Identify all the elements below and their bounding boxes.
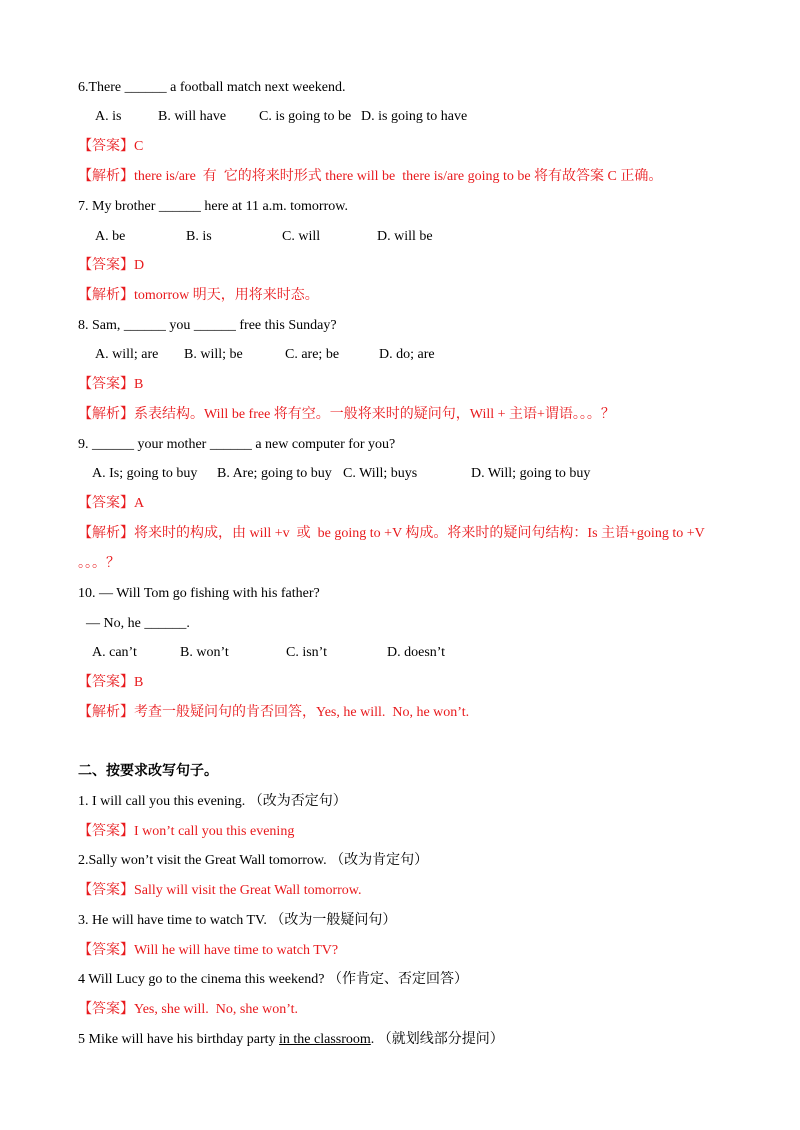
option-c: C. isn’t [286, 645, 327, 660]
option-a: A. is [95, 109, 122, 124]
rewrite-item-2: 2.Sally won’t visit the Great Wall tomorrow. （改为肯定句） [78, 853, 429, 868]
question-9-analysis-cont: 。。。？ [78, 556, 120, 571]
question-6-analysis: 【解析】there is/are 有 它的将来时形式 there will be there is/are going to be 将有故答案 C 正确。 [78, 169, 663, 184]
option-c: C. will [282, 229, 321, 244]
option-c: C. is going to be [259, 109, 352, 124]
question-7-stem: 7. My brother ______ here at 11 a.m. tomorrow. [78, 199, 348, 214]
option-b: B. is [186, 229, 212, 244]
option-d: D. do; are [379, 347, 435, 362]
option-b: B. will have [158, 109, 227, 124]
option-a: A. be [95, 229, 126, 244]
question-7-answer: 【答案】D [78, 258, 145, 273]
question-8-options [95, 345, 435, 365]
option-d: D. Will; going to buy [471, 466, 591, 481]
question-10-answer: 【答案】B [78, 675, 144, 690]
option-d: D. is going to have [361, 109, 468, 124]
question-8-stem: 8. Sam, ______ you ______ free this Sunday? [78, 318, 337, 333]
question-7-analysis: 【解析】tomorrow 明天，用将来时态。 [78, 288, 319, 303]
rewrite-item-3: 3. He will have time to watch TV. （改为一般疑问句） [78, 913, 397, 928]
option-c: C. are; be [285, 347, 340, 362]
question-10-stem-reply: — No, he ______. [86, 616, 190, 631]
question-6-options [95, 107, 468, 127]
question-9-stem: 9. ______ your mother ______ a new computer for you? [78, 437, 396, 452]
rewrite-item-5 [78, 1030, 504, 1050]
option-b: B. won’t [180, 645, 229, 660]
question-10-options [92, 643, 446, 663]
option-a: A. Is; going to buy [92, 466, 198, 481]
option-b: B. Are; going to buy [217, 466, 332, 481]
question-9-options [92, 464, 591, 484]
question-9-analysis: 【解析】将来时的构成，由 will +v 或 be going to +V 构成。将来时的疑问句结构：Is 主语+going to +V [78, 526, 705, 541]
question-10-analysis: 【解析】考查一般疑问句的肯否回答，Yes, he will. No, he won’t. [78, 705, 470, 720]
question-9-answer: 【答案】A [78, 496, 145, 511]
question-6-answer: 【答案】C [78, 139, 144, 154]
option-a: A. can’t [92, 645, 137, 660]
option-d: D. will be [377, 229, 433, 244]
option-c: C. Will; buys [343, 466, 418, 481]
rewrite-item-5-suffix: . （就划线部分提问） [370, 1032, 504, 1047]
section-2-title: 二、按要求改写句子。 [78, 764, 218, 779]
question-8-analysis: 【解析】系表结构。Will be free 将有空。一般将来时的疑问句，Will + 主语+谓语。。。？ [78, 407, 615, 422]
question-8-answer: 【答案】B [78, 377, 144, 392]
rewrite-answer-4: 【答案】Yes, she will. No, she won’t. [78, 1002, 298, 1017]
rewrite-answer-2: 【答案】Sally will visit the Great Wall tomorrow. [78, 883, 362, 898]
rewrite-answer-3: 【答案】Will he will have time to watch TV? [78, 943, 339, 958]
question-6-stem: 6.There ______ a football match next weekend. [78, 80, 346, 95]
underlined-phrase: in the classroom [279, 1032, 371, 1047]
question-10-stem: 10. — Will Tom go fishing with his father? [78, 586, 320, 601]
rewrite-item-1: 1. I will call you this evening. （改为否定句） [78, 794, 347, 809]
rewrite-item-5-prefix: 5 Mike will have his birthday party [78, 1032, 280, 1047]
option-d: D. doesn’t [387, 645, 446, 660]
option-a: A. will; are [95, 347, 159, 362]
rewrite-answer-1: 【答案】I won’t call you this evening [78, 824, 295, 839]
rewrite-item-4: 4 Will Lucy go to the cinema this weekend? （作肯定、否定回答） [78, 972, 468, 987]
option-b: B. will; be [184, 347, 243, 362]
question-7-options [95, 227, 433, 247]
